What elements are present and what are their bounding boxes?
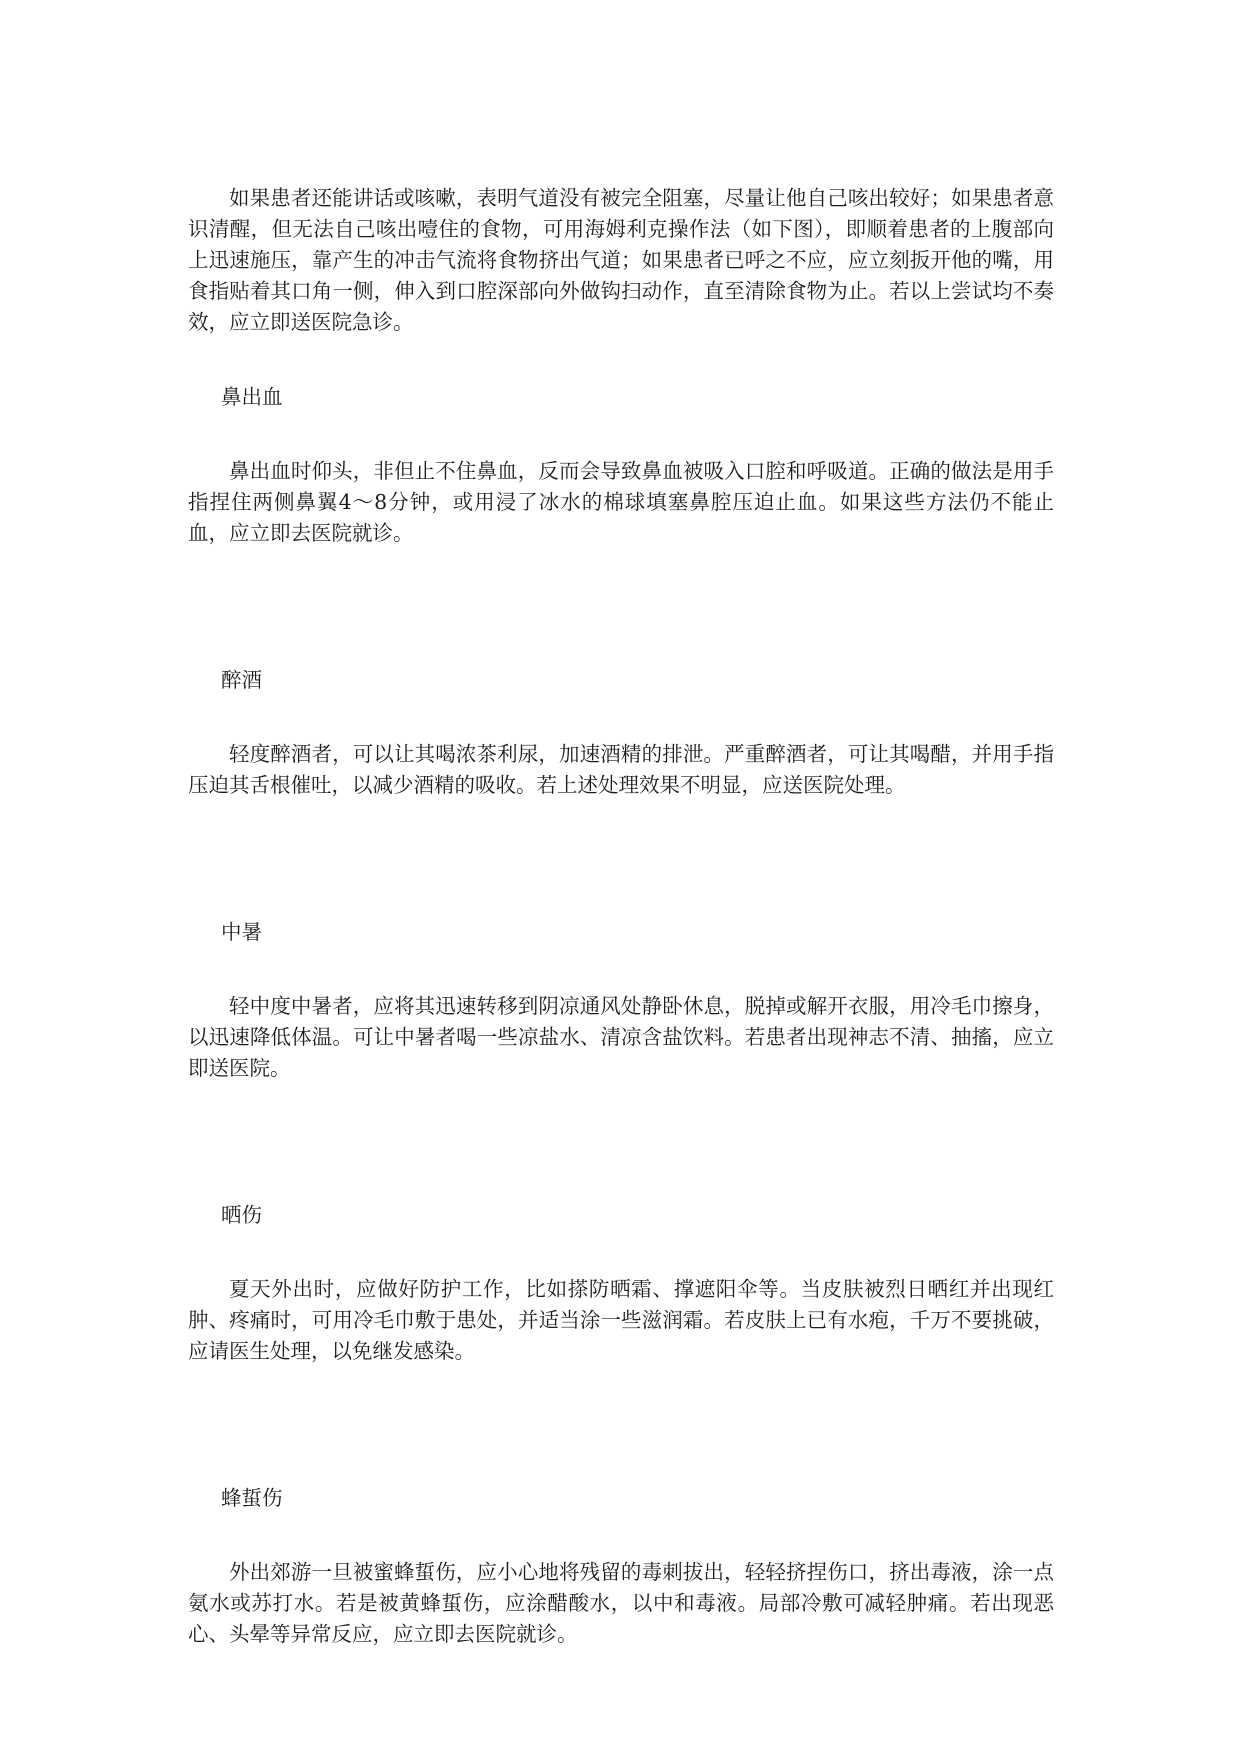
paragraph-drunkenness: 轻度醉酒者，可以让其喝浓茶利尿，加速酒精的排泄。严重醉酒者，可让其喝醋，并用手指压迫其舌根催吐，以减少酒精的吸收。若上述处理效果不明显，应送医院处理。 <box>188 742 1054 797</box>
heading-bee-sting: 蜂蜇伤 <box>221 1486 283 1510</box>
document-body <box>188 183 1054 1650</box>
paragraph-choking: 如果患者还能讲话或咳嗽，表明气道没有被完全阻塞，尽量让他自己咳出较好；如果患者意识清醒，但无法自己咳出噎住的食物，可用海姆利克操作法（如下图），即顺着患者的上腹部向上迅速施压，靠产生的冲击气流将食物挤出气道；如果患者已呼之不应，应立刻扳开他的嘴，用食指贴着其口角一侧，伸入到口腔深部向外做钩扫动作，直至清除食物为止。若以上尝试均不奏效，应立即送医院急诊。 <box>188 186 1054 334</box>
heading-heatstroke: 中暑 <box>221 920 262 944</box>
paragraph-nosebleed: 鼻出血时仰头，非但止不住鼻血，反而会导致鼻血被吸入口腔和呼吸道。正确的做法是用手指捏住两侧鼻翼4～8分钟，或用浸了冰水的棉球填塞鼻腔压迫止血。如果这些方法仍不能止血，应立即去医院就诊。 <box>188 459 1054 545</box>
paragraph-heatstroke: 轻中度中暑者，应将其迅速转移到阴凉通风处静卧休息，脱掉或解开衣服，用冷毛巾擦身，以迅速降低体温。可让中暑者喝一些凉盐水、清凉含盐饮料。若患者出现神志不清、抽搐，应立即送医院。 <box>188 994 1054 1080</box>
paragraph-bee-sting: 外出郊游一旦被蜜蜂蜇伤，应小心地将残留的毒刺拔出，轻轻挤捏伤口，挤出毒液，涂一点氨水或苏打水。若是被黄蜂蜇伤，应涂醋酸水，以中和毒液。局部冷敷可减轻肿痛。若出现恶心、头晕等异常反应，应立即去医院就诊。 <box>188 1560 1054 1646</box>
heading-nosebleed: 鼻出血 <box>221 385 283 409</box>
heading-drunkenness: 醉酒 <box>221 668 262 692</box>
heading-sunburn: 晒伤 <box>221 1203 262 1227</box>
paragraph-sunburn: 夏天外出时，应做好防护工作，比如搽防晒霜、撑遮阳伞等。当皮肤被烈日晒红并出现红肿、疼痛时，可用冷毛巾敷于患处，并适当涂一些滋润霜。若皮肤上已有水疱，千万不要挑破，应请医生处理，以免继发感染。 <box>188 1277 1054 1363</box>
